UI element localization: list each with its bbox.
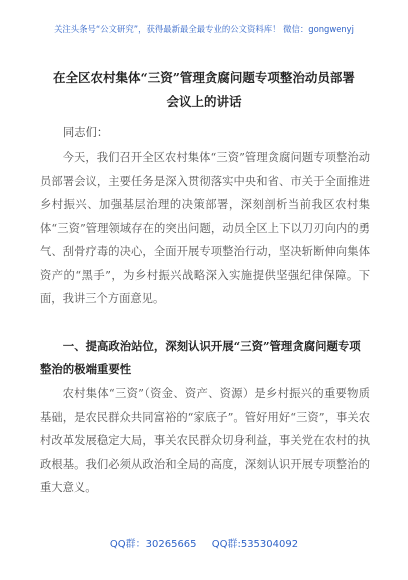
document-title-line1: 在全区农村集体“三资”管理贪腐问题专项整治动员部署	[53, 70, 355, 85]
qq-group-1[interactable]: QQ群：30265665	[109, 539, 197, 550]
salutation: 同志们：	[63, 126, 109, 139]
section1-paragraph: 农村集体“三资”（资金、资产、资源）是乡村振兴的重要物质基础，是农民群众共同富裕的“家底子”。管好用好“三资”，事关农村改革发展稳定大局，事关农民群众切身利益，事关党在农村的执政根基。我们必须从政治和全局的高度，深刻认识开展专项整治的重大意义。	[40, 387, 370, 494]
intro-paragraph: 今天，我们召开全区农村集体“三资”管理贪腐问题专项整治动员部署会议，主要任务是深入贯彻落实中央和省、市关于全面推进乡村振兴、加强基层治理的决策部署，深刻剖析当前我区农村集体“三资”管理领域存在的突出问题，动员全区上下以刀刃向内的勇气、刮骨疗毒的决心，全面开展专项整治行动，坚决斩断伸向集体资产的“黑手”，为乡村振兴战略深入实施提供坚强纪律保障。下面，我讲三个方面意见。	[40, 151, 370, 305]
footer-contact	[0, 535, 408, 550]
document-title-line2: 会议上的讲话	[166, 94, 242, 109]
section1-heading: 一、提高政治站位，深刻认识开展“三资”管理贪腐问题专项整治的极端重要性	[40, 339, 361, 376]
qq-group-2[interactable]: QQ群:535304092	[211, 539, 299, 550]
promo-banner[interactable]: 关注头条号“公文研究”，获得最新最全最专业的公文资料库！ 微信：gongwenyj	[54, 24, 354, 34]
